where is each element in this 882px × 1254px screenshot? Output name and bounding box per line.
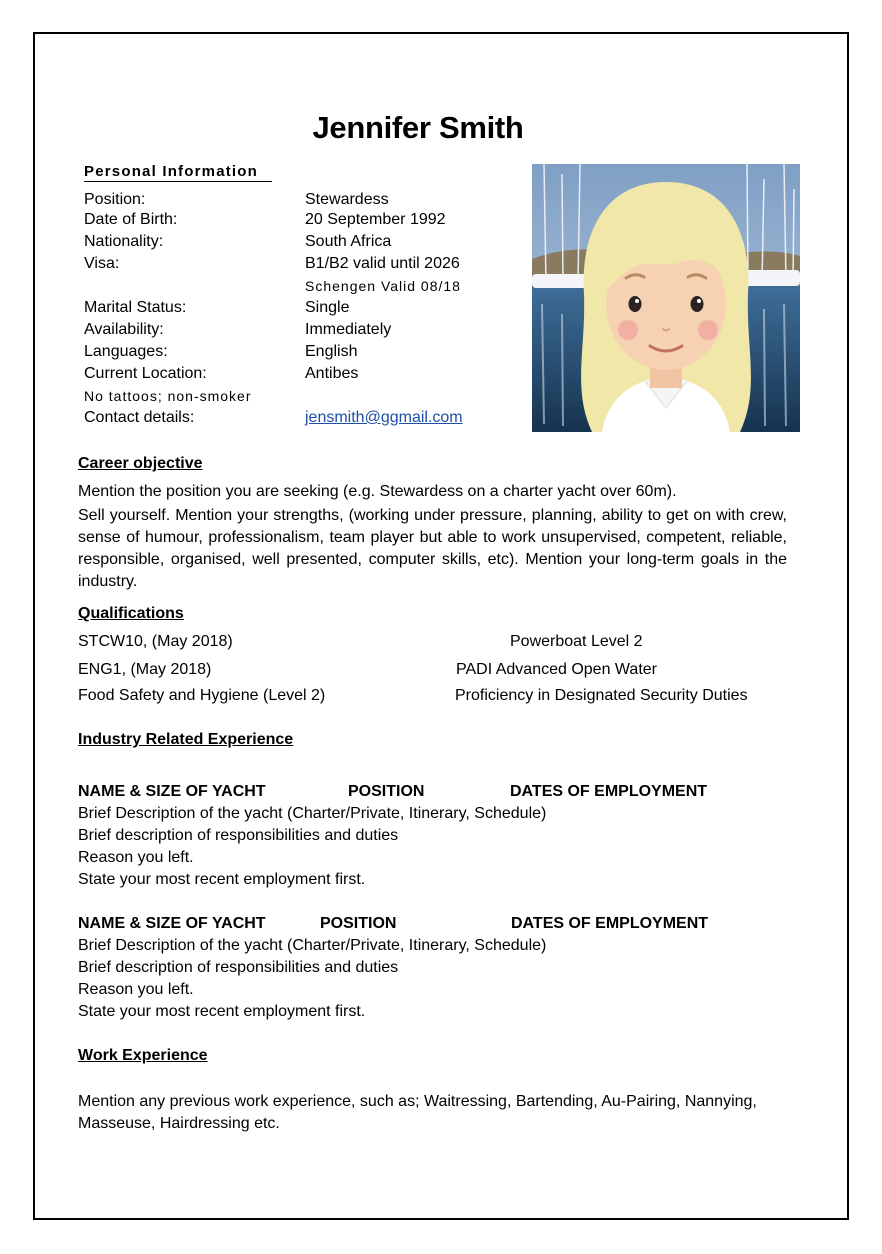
career-objective-line: Mention the position you are seeking (e.g. Stewardess on a charter yacht over 60m). (78, 483, 677, 500)
languages-label: Languages: (84, 343, 168, 360)
profile-photo (532, 164, 800, 432)
entry-col-position: POSITION (348, 783, 425, 800)
qualification-item: PADI Advanced Open Water (456, 661, 657, 678)
dob-value: 20 September 1992 (305, 211, 446, 228)
industry-experience-heading: Industry Related Experience (78, 731, 294, 748)
work-experience-text: Mention any previous work experience, such as; Waitressing, Bartending, Au-Pairing, Nannying, Masseuse, Hairdressing etc. (78, 1093, 757, 1132)
entry-col-dates: DATES OF EMPLOYMENT (511, 915, 709, 932)
qualification-item: Food Safety and Hygiene (Level 2) (78, 687, 326, 704)
availability-value: Immediately (305, 321, 392, 338)
qualification-item: STCW10, (May 2018) (78, 633, 233, 650)
work-experience-heading: Work Experience (78, 1047, 208, 1064)
entry-line: Reason you left. (78, 849, 194, 866)
qualification-item: ENG1, (May 2018) (78, 661, 212, 678)
entry-col-yacht: NAME & SIZE OF YACHT (78, 783, 266, 800)
position-label: Position: (84, 191, 146, 208)
visa-label: Visa: (84, 255, 120, 272)
qualifications-heading: Qualifications (78, 605, 184, 622)
career-objective-heading: Career objective (78, 455, 203, 472)
entry-line: Brief Description of the yacht (Charter/Private, Itinerary, Schedule) (78, 937, 547, 954)
qualification-item: Proficiency in Designated Security Duties (455, 687, 748, 704)
qualification-item: Powerboat Level 2 (510, 633, 643, 650)
entry-line: Brief Description of the yacht (Charter/Private, Itinerary, Schedule) (78, 805, 547, 822)
entry-col-dates: DATES OF EMPLOYMENT (510, 783, 708, 800)
marital-label: Marital Status: (84, 299, 187, 316)
entry-line: State your most recent employment first. (78, 1003, 366, 1020)
nationality-value: South Africa (305, 233, 392, 250)
entry-col-position: POSITION (320, 915, 397, 932)
marital-value: Single (305, 299, 350, 316)
entry-line: Reason you left. (78, 981, 194, 998)
entry-line: Brief description of responsibilities and duties (78, 827, 399, 844)
visa-value: B1/B2 valid until 2026 (305, 255, 460, 272)
entry-line: Brief description of responsibilities and duties (78, 959, 399, 976)
location-label: Current Location: (84, 365, 207, 382)
languages-value: English (305, 343, 358, 360)
visa-schengen-value: Schengen Valid 08/18 (305, 278, 461, 294)
location-value: Antibes (305, 365, 359, 382)
entry-line: State your most recent employment first. (78, 871, 366, 888)
entry-col-yacht: NAME & SIZE OF YACHT (78, 915, 266, 932)
contact-email-link[interactable]: jensmith@ggmail.com (305, 409, 463, 426)
dob-label: Date of Birth: (84, 211, 178, 228)
availability-label: Availability: (84, 321, 164, 338)
page-title: Jennifer Smith (312, 110, 524, 145)
avatar-illustration (532, 164, 800, 432)
career-objective-paragraph: Sell yourself. Mention your strengths, (working under pressure, planning, ability to get on with crew, sense of humour, professionalism, team player but able to work unsupervised, competent, reliable, responsible, organised, well presented, computer skills, etc). Mention your long-term goals in the industry. (78, 507, 787, 590)
tattoos-note: No tattoos; non-smoker (84, 388, 252, 404)
nationality-label: Nationality: (84, 233, 164, 250)
contact-label: Contact details: (84, 409, 195, 426)
personal-info-heading: Personal Information (84, 163, 272, 182)
position-value: Stewardess (305, 191, 389, 208)
